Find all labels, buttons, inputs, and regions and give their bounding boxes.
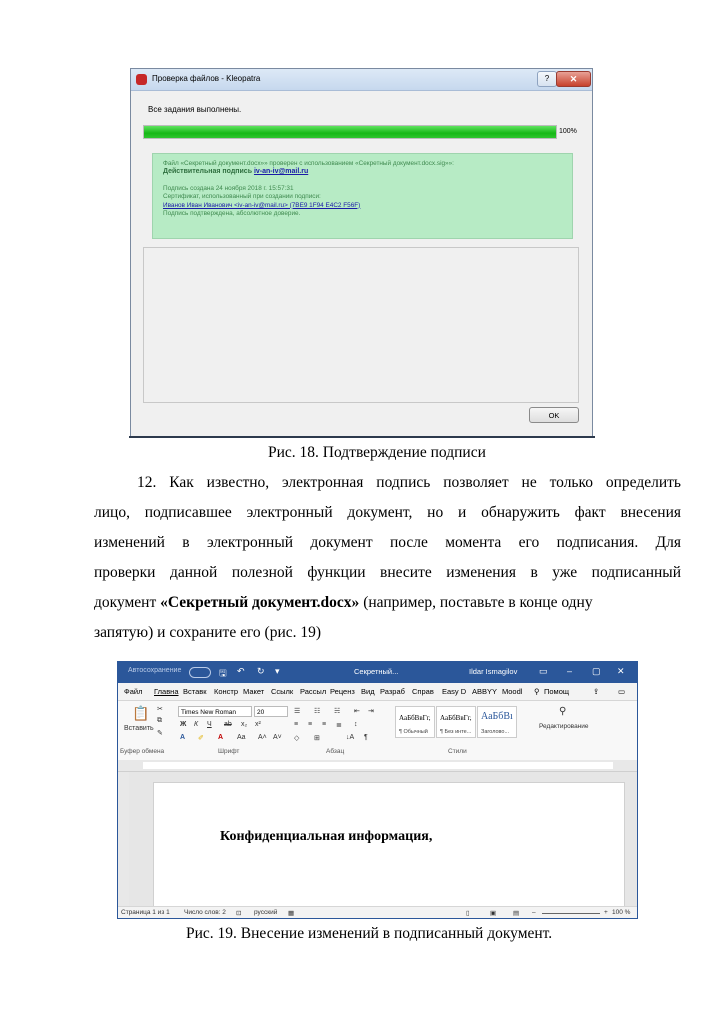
cut-icon[interactable]: ✂	[157, 706, 163, 713]
comments-icon[interactable]: ▭	[618, 687, 626, 696]
style-no-spacing-sample: АаБбВвГг,	[440, 714, 472, 722]
underline-icon[interactable]: Ч	[207, 721, 212, 728]
group-clipboard-label: Буфер обмена	[120, 748, 165, 755]
save-icon[interactable]: 🖫	[219, 668, 227, 678]
word-user-name[interactable]: Ildar Ismagilov	[469, 667, 518, 676]
result-cert-used: Сертификат, использованный при создании подписи:	[163, 193, 321, 201]
sort-icon[interactable]: ↓A	[346, 734, 355, 741]
ruler-text-area	[143, 762, 613, 769]
style-normal-name: ¶ Обычный	[399, 729, 428, 735]
search-icon[interactable]: ⚲	[534, 687, 540, 696]
result-created: Подпись создана 24 ноября 2018 г. 15:57:31	[163, 184, 294, 192]
ribbon	[118, 700, 637, 762]
zoom-level[interactable]: 100 %	[612, 909, 631, 916]
borders-icon[interactable]: ⊞	[314, 735, 320, 742]
kleopatra-dialog	[130, 68, 593, 437]
text-effects-icon[interactable]: A	[180, 734, 186, 741]
tab-mailings[interactable]: Рассыл	[300, 687, 327, 696]
result-confirmed: Подпись подтверждена, абсолютное доверие.	[163, 210, 301, 218]
style-no-spacing[interactable]	[436, 706, 476, 738]
tab-help[interactable]: Справ	[412, 687, 434, 696]
tab-moodle[interactable]: Moodl	[502, 687, 523, 696]
style-heading-name: Заголово...	[481, 729, 510, 735]
autosave-toggle[interactable]	[189, 667, 211, 678]
superscript-icon[interactable]: x²	[255, 721, 261, 728]
figure-19-caption: Рис. 19. Внесение изменений в подписанный документ.	[186, 925, 553, 942]
read-mode-icon[interactable]: ▯	[466, 910, 470, 917]
quick-access-chevron-icon[interactable]: ▾	[275, 666, 280, 676]
status-word-count[interactable]: Число слов: 2	[184, 909, 226, 916]
share-icon[interactable]: ⇪	[593, 687, 600, 696]
tab-easy-docmaker[interactable]: Easy D	[442, 687, 467, 696]
result-file-line: Файл «Секретный документ.docx»» проверен с использованием «Секретный документ.docx.sig»»:	[163, 160, 454, 167]
decrease-indent-icon[interactable]: ⇤	[354, 708, 360, 715]
signer-email-link[interactable]: iv-an-iv@mail.ru	[253, 168, 309, 176]
document-page[interactable]	[153, 782, 625, 914]
ribbon-display-icon[interactable]: ▭	[539, 666, 548, 676]
tab-view[interactable]: Вид	[361, 687, 375, 696]
italic-icon[interactable]: К	[194, 721, 199, 728]
word-window	[117, 661, 638, 919]
certificate-link[interactable]: Иванов Иван Иванович <iv-an-iv@mail.ru> (7BE9 1F94 E4C2 F56F)	[163, 201, 361, 209]
align-center-icon[interactable]: ≡	[308, 721, 313, 728]
align-right-icon[interactable]: ≡	[322, 721, 327, 728]
align-left-icon[interactable]: ≡	[294, 721, 299, 728]
increase-indent-icon[interactable]: ⇥	[368, 708, 374, 715]
strikethrough-icon[interactable]: ab	[224, 721, 232, 728]
paragraph-line-5-prefix: документ	[94, 594, 161, 611]
editing-button[interactable]: Редактирование	[539, 723, 589, 730]
redo-icon[interactable]: ↻	[257, 666, 265, 676]
screenshot-border	[129, 436, 595, 438]
zoom-slider[interactable]	[542, 913, 600, 914]
tab-references[interactable]: Ссылк	[271, 687, 294, 696]
style-normal[interactable]	[395, 706, 435, 738]
autosave-label: Автосохранение	[128, 667, 182, 674]
paragraph-line-3: изменений в электронный документ после момента его подписания. Для	[94, 534, 681, 551]
results-area	[143, 247, 579, 403]
highlight-icon[interactable]: ✐	[198, 735, 204, 742]
valid-signature-label: Действительная подпись	[163, 168, 254, 176]
ribbon-tabs	[118, 683, 637, 700]
tab-tell-me[interactable]: Помощ	[544, 687, 570, 696]
style-heading[interactable]	[477, 706, 517, 738]
format-painter-icon[interactable]: ✎	[157, 730, 163, 737]
verification-result	[152, 153, 573, 239]
style-no-spacing-name: ¶ Без инте...	[440, 729, 472, 735]
multilevel-list-icon[interactable]: ☵	[334, 708, 341, 715]
proofing-icon[interactable]: ⊡	[236, 910, 242, 917]
group-font-label: Шрифт	[218, 748, 240, 755]
style-normal-sample: АаБбВвГг,	[399, 714, 431, 722]
paste-icon[interactable]: 📋	[132, 705, 150, 721]
progress-percent: 100%	[559, 128, 577, 135]
vertical-ruler[interactable]	[118, 772, 129, 906]
web-layout-icon[interactable]: ▤	[513, 910, 520, 917]
group-styles-label: Стили	[448, 748, 467, 755]
result-valid-signature	[163, 168, 572, 176]
undo-icon[interactable]: ↶	[237, 666, 245, 676]
print-layout-icon[interactable]: ▣	[490, 910, 497, 917]
minimize-icon[interactable]: –	[567, 666, 573, 676]
kleopatra-app-icon	[136, 74, 147, 85]
copy-icon[interactable]: ⧉	[157, 717, 162, 724]
line-spacing-icon[interactable]: ↕	[354, 721, 358, 728]
paragraph-line-5	[94, 594, 681, 612]
group-paragraph-label: Абзац	[326, 748, 345, 755]
shrink-font-icon[interactable]: A˅	[273, 734, 282, 741]
dialog-title: Проверка файлов - Kleopatra	[152, 74, 261, 83]
tab-layout[interactable]: Макет	[243, 687, 265, 696]
figure-18-caption: Рис. 18. Подтверждение подписи	[268, 444, 486, 461]
macro-icon[interactable]: ▦	[288, 910, 295, 917]
paste-button[interactable]: Вставить	[124, 725, 154, 732]
paragraph-line-6: запятую) и сохраните его (рис. 19)	[94, 624, 322, 641]
change-case-icon[interactable]: Aa	[237, 734, 246, 741]
document-area	[129, 772, 637, 906]
document-text[interactable]: Конфиденциальная информация,	[220, 829, 433, 844]
find-icon[interactable]: ⚲	[559, 706, 567, 717]
close-button[interactable]: ✕	[556, 71, 591, 87]
dialog-titlebar[interactable]	[131, 69, 592, 91]
zoom-out-icon[interactable]: –	[532, 909, 536, 916]
tab-developer[interactable]: Разраб	[380, 687, 405, 696]
shading-icon[interactable]: ◇	[294, 735, 300, 742]
maximize-icon[interactable]: ▢	[592, 666, 601, 676]
tab-design[interactable]: Констр	[214, 687, 239, 696]
help-button[interactable]: ?	[537, 71, 557, 87]
word-document-title: Секретный...	[354, 667, 399, 676]
status-bar	[118, 906, 637, 919]
tab-abbyy[interactable]: ABBYY	[472, 687, 498, 696]
horizontal-ruler[interactable]	[118, 760, 637, 772]
progress-bar	[143, 125, 557, 139]
status-page-count[interactable]: Страница 1 из 1	[121, 909, 170, 916]
font-color-icon[interactable]: A	[218, 734, 224, 741]
numbering-icon[interactable]: ☷	[314, 708, 321, 715]
paragraph-line-4: проверки данной полезной функции внесите изменения в уже подписанный	[94, 564, 681, 581]
document-name-bold: «Секретный документ.docx»	[160, 594, 360, 611]
tab-file[interactable]: Файл	[124, 687, 143, 696]
style-heading-sample: АаБбВı	[481, 711, 513, 722]
tab-home[interactable]: Главна	[154, 687, 179, 696]
tab-insert[interactable]: Вставк	[183, 687, 207, 696]
paragraph-line-2: лицо, подписавшее электронный документ, но и обнаружить факт внесения	[94, 504, 681, 521]
word-titlebar	[118, 662, 637, 683]
bold-icon[interactable]: Ж	[180, 721, 187, 728]
font-name-select[interactable]: Times New Roman	[178, 706, 252, 717]
show-formatting-icon[interactable]: ¶	[364, 734, 368, 741]
grow-font-icon[interactable]: A˄	[258, 734, 267, 741]
ok-button[interactable]: OK	[529, 407, 579, 423]
justify-icon[interactable]: ≣	[336, 722, 342, 729]
paragraph-line-5-suffix: (например, поставьте в конце одну	[359, 594, 593, 611]
bullets-icon[interactable]: ☰	[294, 708, 301, 715]
progress-fill	[144, 126, 556, 138]
paragraph-line-1: 12. Как известно, электронная подпись позволяет не только определить	[137, 474, 681, 491]
status-text: Все задания выполнены.	[148, 105, 242, 114]
subscript-icon[interactable]: x₂	[241, 721, 248, 728]
font-size-select[interactable]: 20	[254, 706, 288, 717]
status-language[interactable]: русский	[254, 909, 278, 916]
zoom-in-icon[interactable]: +	[604, 909, 608, 916]
tab-review[interactable]: Реценз	[330, 687, 355, 696]
close-icon[interactable]: ✕	[617, 666, 625, 676]
